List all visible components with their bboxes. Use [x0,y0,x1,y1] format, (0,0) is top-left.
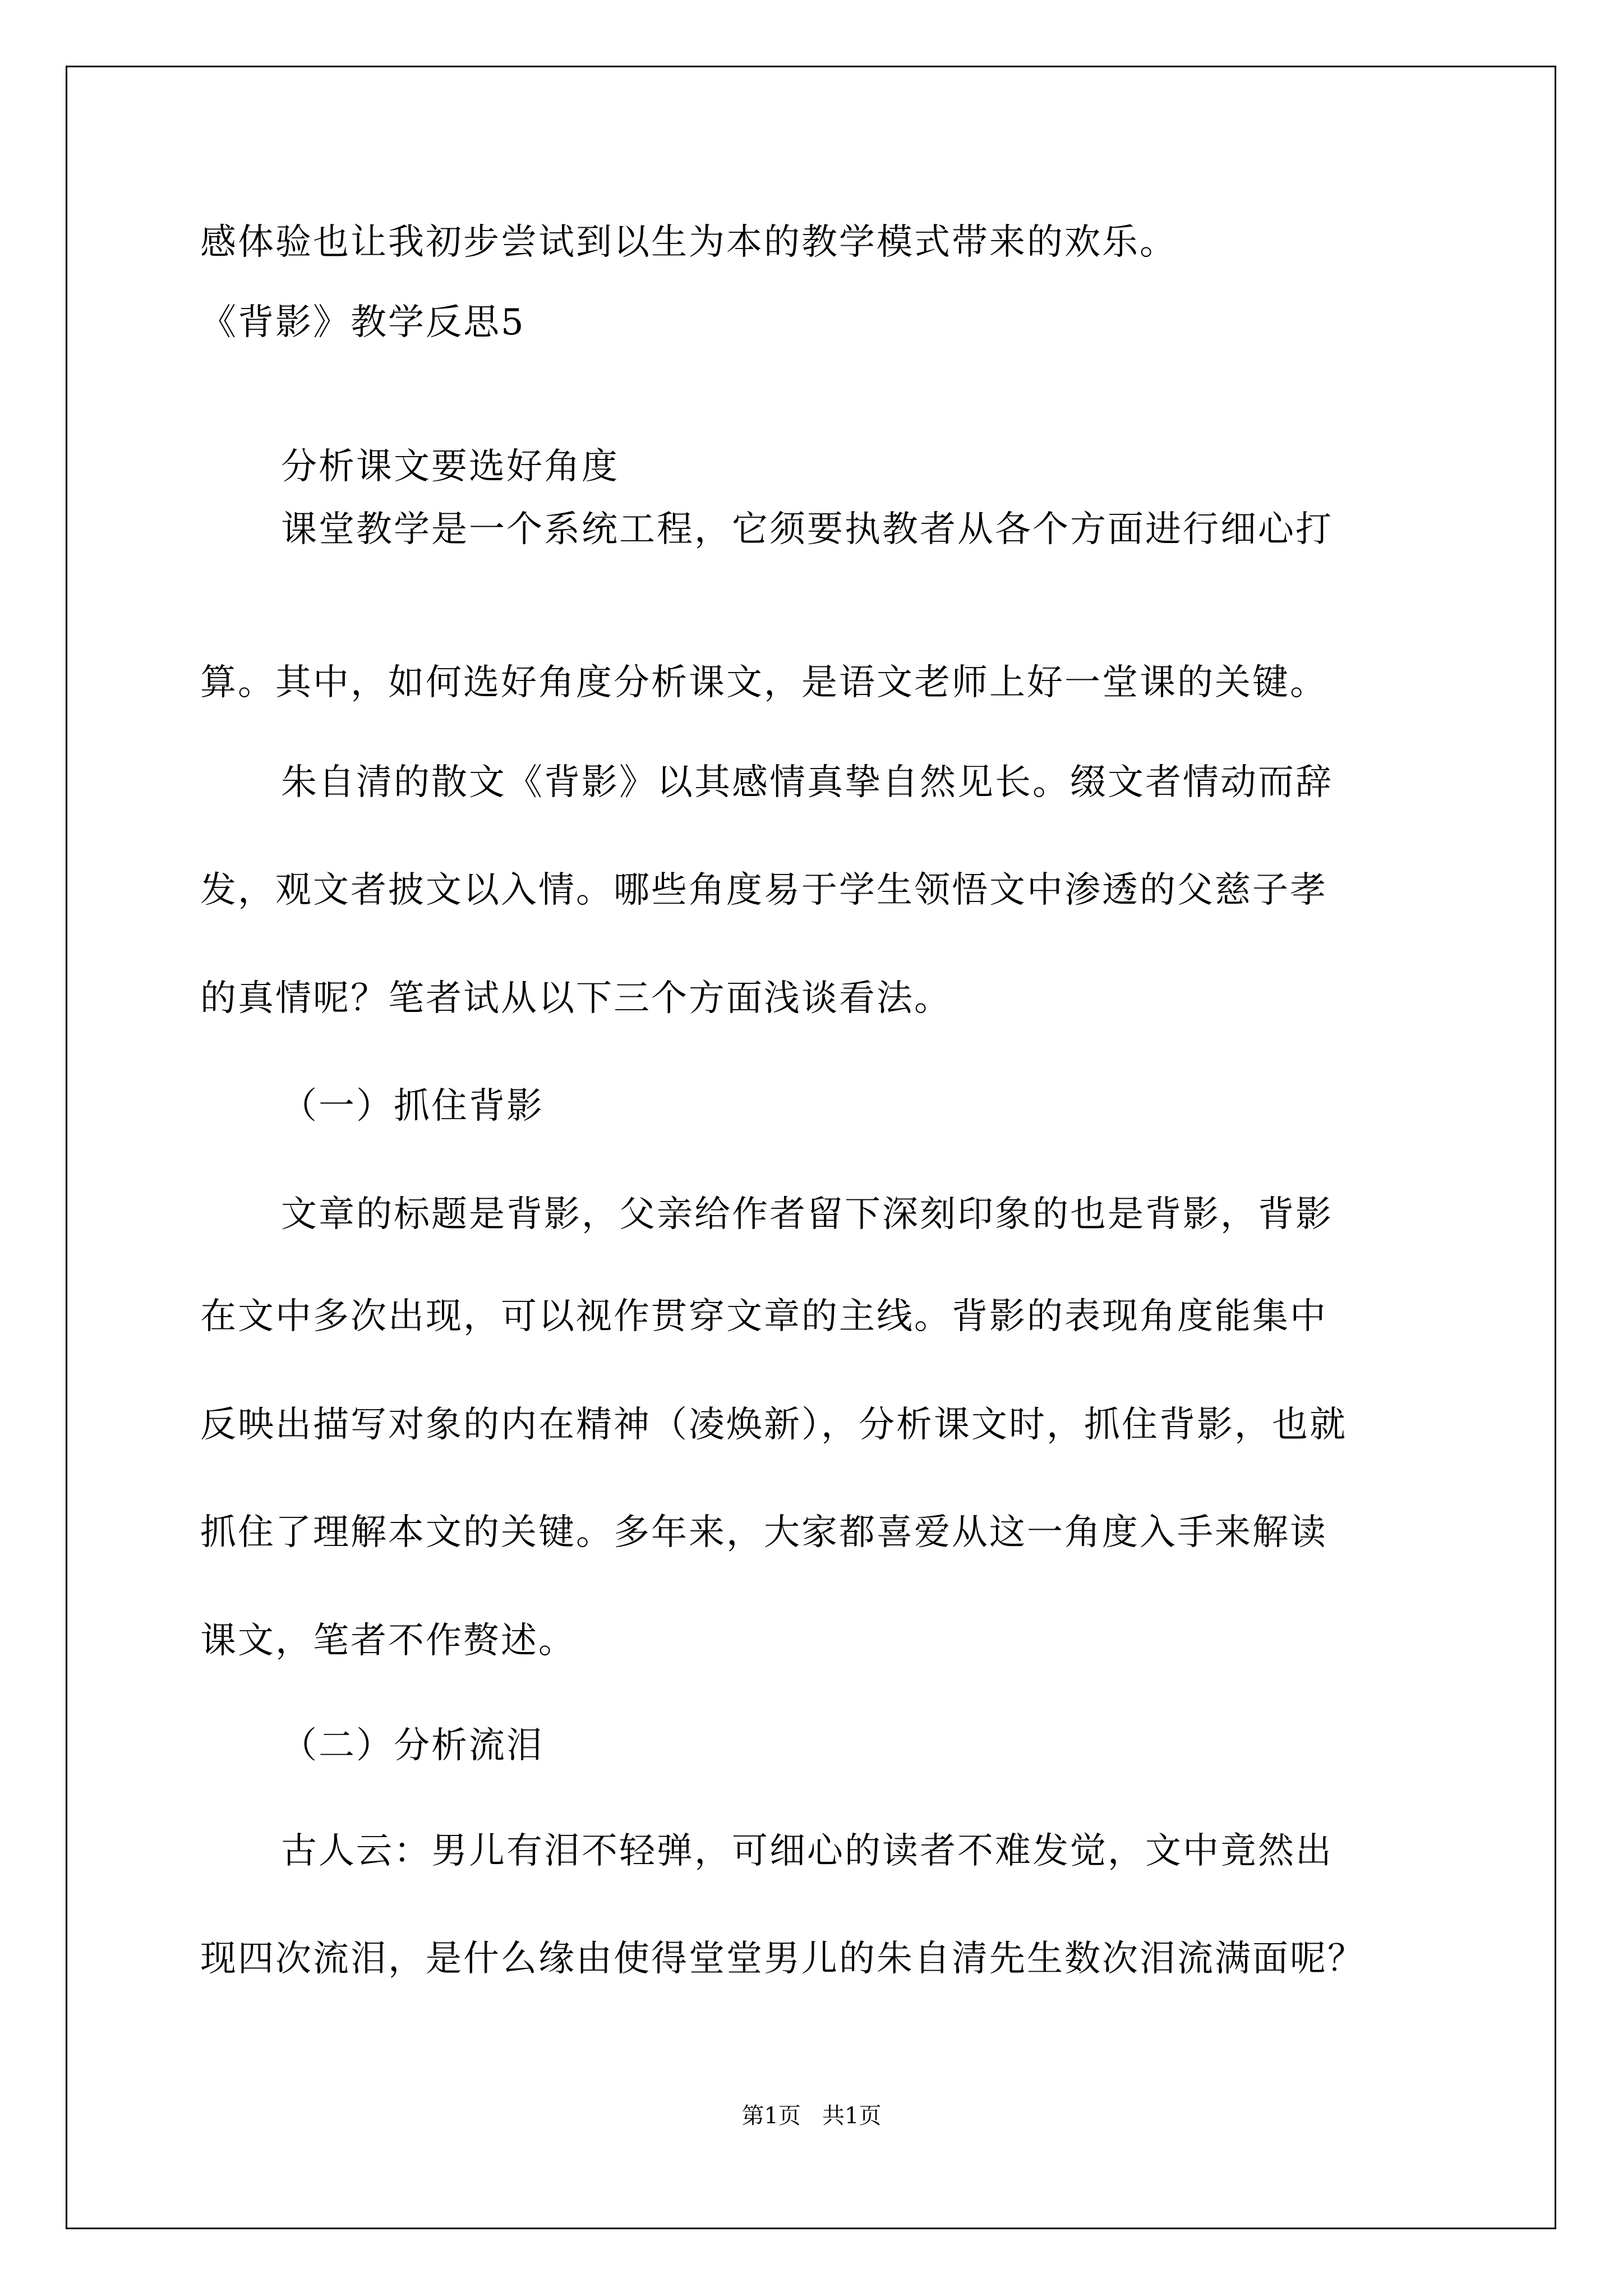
paragraph-line: 算。其中，如何选好角度分析课文，是语文老师上好一堂课的关键。 [200,662,1327,703]
paragraph-line: 的真情呢？笔者试从以下三个方面浅谈看法。 [200,978,952,1019]
paragraph-line: 古人云：男儿有泪不轻弹，可细心的读者不难发觉，文中竟然出 [281,1830,1333,1872]
subheading: （二）分析流泪 [281,1725,544,1766]
page-border [66,66,1556,2229]
paragraph-line: 发，观文者披文以入情。哪些角度易于学生领悟文中渗透的父慈子孝 [200,869,1327,911]
paragraph-line: 现四次流泪，是什么缘由使得堂堂男儿的朱自清先生数次泪流满面呢？ [200,1938,1365,1980]
subheading: （一）抓住背影 [281,1085,544,1127]
section-title: 《背影》教学反思5 [200,302,525,343]
subtitle: 分析课文要选好角度 [281,446,619,487]
paragraph-line: 抓住了理解本文的关键。多年来，大家都喜爱从这一角度入手来解读 [200,1512,1327,1553]
paragraph-line: 文章的标题是背影，父亲给作者留下深刻印象的也是背影，背影 [281,1194,1333,1235]
paragraph-line: 反映出描写对象的内在精神（凌焕新），分析课文时，抓住背影，也就 [200,1404,1347,1446]
paragraph-line: 课文，笔者不作赘述。 [200,1620,576,1662]
paragraph-line: 朱自清的散文《背影》以其感情真挚自然见长。缀文者情动而辞 [281,762,1333,803]
paragraph-line: 在文中多次出现，可以视作贯穿文章的主线。背影的表现角度能集中 [200,1296,1327,1337]
paragraph-line: 感体验也让我初步尝试到以生为本的教学模式带来的欢乐。 [200,222,1177,263]
page-number: 第1页 共1页 [741,2103,882,2129]
paragraph-line: 课堂教学是一个系统工程，它须要执教者从各个方面进行细心打 [281,509,1333,550]
